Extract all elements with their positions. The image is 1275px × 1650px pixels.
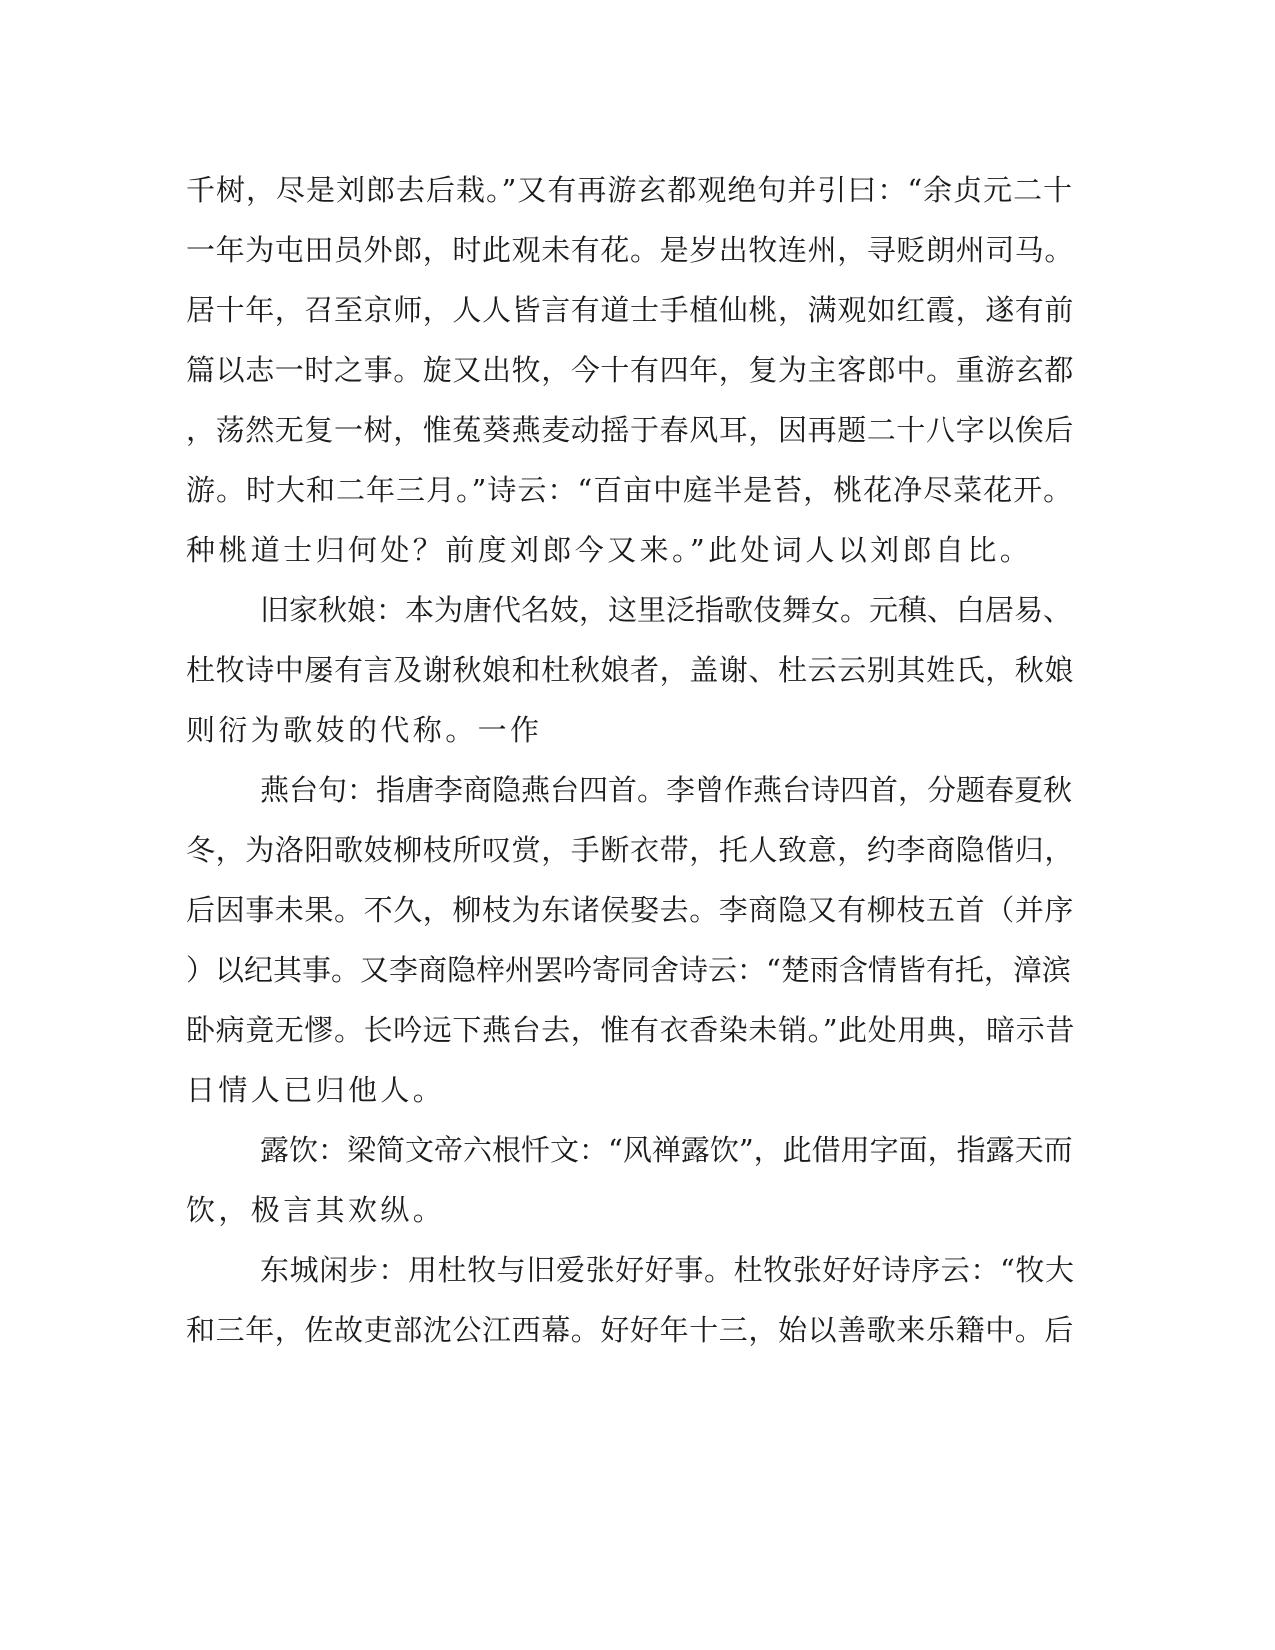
paragraph-first-line: 东城闲步：用杜牧与旧爱张好好事。杜牧张好好诗序云：“牧大 <box>260 1253 1075 1287</box>
text-line: 后因事未果。不久，柳枝为东诸侯娶去。李商隐又有柳枝五首（并序 <box>186 893 1075 927</box>
text-line: 一年为屯田员外郎，时此观未有花。是岁出牧连州，寻贬朗州司马。 <box>186 233 1075 267</box>
paragraph-first-line: 旧家秋娘：本为唐代名妓，这里泛指歌伎舞女。元稹、白居易、 <box>260 593 1073 627</box>
text-line: 居十年，召至京师，人人皆言有道士手植仙桃，满观如红霞，遂有前 <box>186 293 1075 327</box>
text-line: 游。时大和二年三月。”诗云：“百亩中庭半是苔，桃花净尽菜花开。 <box>186 473 1074 507</box>
text-line: 日情人已归他人。 <box>186 1073 446 1107</box>
text-line: ）以纪其事。又李商隐梓州罢吟寄同舍诗云：“楚雨含情皆有托，漳滨 <box>186 953 1071 987</box>
text-line: 卧病竟无憀。长吟远下燕台去，惟有衣香染未销。”此处用典，暗示昔 <box>186 1013 1075 1047</box>
paragraph-first-line: 燕台句：指唐李商隐燕台四首。李曾作燕台诗四首，分题春夏秋 <box>260 773 1073 807</box>
text-line: 千树，尽是刘郎去后栽。”又有再游玄都观绝句并引曰：“余贞元二十 <box>186 173 1074 207</box>
text-line: 和三年，佐故吏部沈公江西幕。好好年十三，始以善歌来乐籍中。后 <box>186 1313 1075 1347</box>
text-line: 则衍为歌妓的代称。一作 <box>186 713 543 747</box>
body-text <box>186 160 1076 1360</box>
text-line: 杜牧诗中屡有言及谢秋娘和杜秋娘者，盖谢、杜云云别其姓氏，秋娘 <box>186 653 1075 687</box>
text-line: ，荡然无复一树，惟菟葵燕麦动摇于春风耳，因再题二十八字以俟后 <box>186 413 1075 447</box>
text-line: 饮，极言其欢纵。 <box>186 1193 446 1227</box>
text-line: 冬，为洛阳歌妓柳枝所叹赏，手断衣带，托人致意，约李商隐偕归， <box>186 833 1075 867</box>
text-line: 篇以志一时之事。旋又出牧，今十有四年，复为主客郎中。重游玄都 <box>186 353 1075 387</box>
paragraph-first-line: 露饮：梁简文帝六根忏文：“风禅露饮”，此借用字面，指露天而 <box>260 1133 1073 1167</box>
text-line: 种桃道士归何处？前度刘郎今又来。”此处词人以刘郎自比。 <box>186 533 1033 567</box>
